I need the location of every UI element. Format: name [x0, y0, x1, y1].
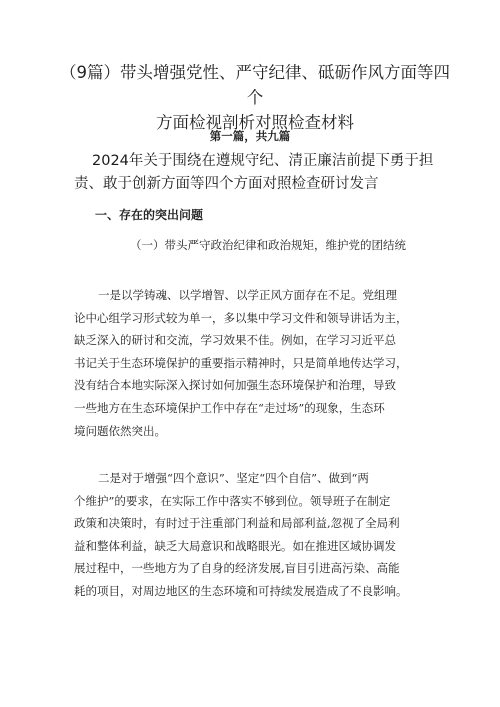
paragraph-line: 益和整体利益，缺乏大局意识和战略眼光。如在推进区域协调发 [74, 538, 396, 553]
paragraph-line: 展过程中，一些地方为了自身的经济发展,盲目引进高污染、高能 [74, 561, 400, 576]
paragraph-line: 耗的项目，对周边地区的生态环境和可持续发展造成了不良影响。 [74, 583, 408, 598]
document-title [60, 60, 450, 135]
speech-title [74, 150, 434, 196]
paragraph-line: 一是以学铸魂、以学增智、以学正风方面存在不足。党组理 [98, 288, 397, 302]
document-title-line: 方面检视剖析对照检查材料 [156, 113, 354, 132]
paragraph-line: 论中心组学习形式较为单一，多以集中学习文件和领导讲话为主， [74, 310, 408, 325]
body-paragraph [74, 284, 429, 442]
paragraph-line: 一些地方在生态环境保护工作中存在“走过场”的现象，生态环 [74, 400, 385, 415]
document-title-line: （9篇）带头增强党性、严守纪律、砥砺作风方面等四个 [60, 63, 450, 107]
paragraph-line: 没有结合本地实际深入探讨如何加强生态环境保护和治理，导致 [74, 378, 396, 393]
paragraph-line: 境问题依然突出。 [74, 423, 166, 438]
paragraph-line: 个维护”的要求，在实际工作中落实不够到位。领导班子在制定 [74, 493, 391, 508]
body-paragraph [74, 467, 429, 603]
paragraph-line: 政策和决策时，有时过于注重部门利益和局部利益,忽视了全局利 [74, 516, 400, 531]
paragraph-line: 缺乏深入的研讨和交流，学习效果不佳。例如，在学习习近平总 [74, 333, 396, 348]
part-label: 第一篇，共九篇 [209, 129, 291, 143]
section-heading: 一、存在的突出问题 [95, 208, 204, 222]
subsection-heading: （一）带头严守政治纪律和政治规矩，维护党的团结统 [130, 238, 406, 252]
speech-title-line: 责、敢于创新方面等四个方面对照检查研讨发言 [74, 176, 379, 192]
speech-title-line: 2024年关于围绕在遵规守纪、清正廉洁前提下勇于担 [92, 153, 434, 169]
paragraph-line: 书记关于生态环境保护的重要指示精神时，只是简单地传达学习， [74, 355, 408, 370]
paragraph-line: 二是对于增强“四个意识”、坚定“四个自信”、做到“两 [98, 471, 369, 485]
